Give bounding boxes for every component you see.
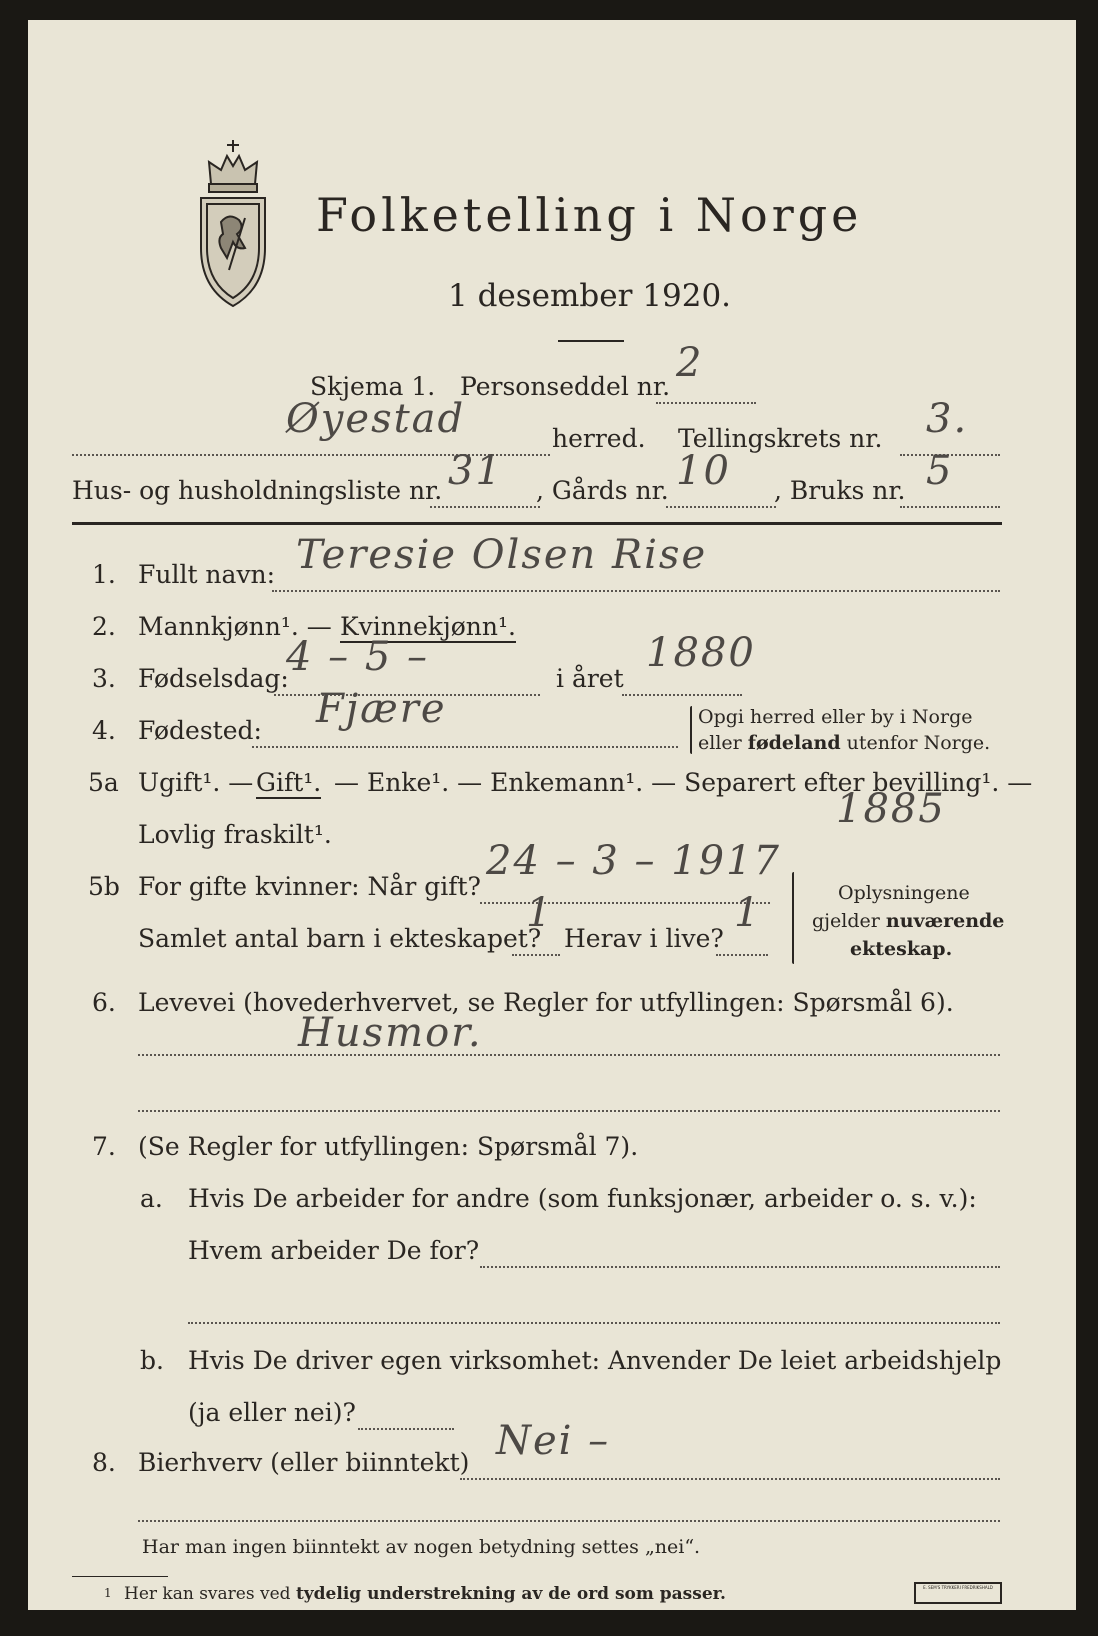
title-divider	[558, 340, 624, 342]
q1-line	[272, 590, 1000, 592]
q3-year-line	[622, 694, 742, 696]
q7a-line-2	[188, 1322, 1000, 1324]
q4-label: Fødested:	[138, 716, 262, 745]
q6-line-2	[138, 1110, 1000, 1112]
q5b-alive-label: Herav i live?	[564, 924, 724, 953]
herred-value: Øyestad	[286, 396, 466, 442]
q7-label: (Se Regler for utfyllingen: Spørsmål 7).	[138, 1132, 639, 1161]
footnote-text-bold: tydelig understrekning av de ord som passer.	[295, 1584, 726, 1604]
header-divider	[72, 522, 1002, 525]
q5b-note-2a: gjelder	[812, 910, 886, 932]
q5b-note-3: ekteskap.	[850, 938, 953, 960]
q1-number: 1.	[92, 560, 116, 589]
footnote-divider	[72, 1576, 168, 1577]
q4-note-2b: utenfor Norge.	[840, 732, 991, 754]
q2-mann: Mannkjønn¹. —	[138, 612, 332, 641]
q3-year-value: 1880	[646, 630, 756, 676]
q3-value: 4 – 5 –	[286, 634, 430, 680]
q7b-line	[358, 1428, 454, 1430]
q4-number: 4.	[92, 716, 116, 745]
q5b-label: For gifte kvinner: Når gift?	[138, 872, 481, 901]
q7b-text: Hvis De driver egen virksomhet: Anvender De leiet arbeidshjelp	[188, 1346, 1002, 1375]
personseddel-value: 2	[676, 340, 704, 386]
q1-value: Teresie Olsen Rise	[296, 532, 708, 578]
q6-value: Husmor.	[298, 1010, 483, 1056]
footnote-text-a: Her kan svares ved	[124, 1584, 296, 1604]
q5b-married-value: 24 – 3 – 1917	[486, 838, 782, 884]
q7a-line-1	[480, 1266, 1000, 1268]
gards-label: , Gårds nr.	[536, 476, 669, 505]
q5b-children-label: Samlet antal barn i ekteskapet?	[138, 924, 542, 953]
q5b-alive-value: 1	[734, 890, 762, 936]
coat-of-arms-icon	[193, 138, 273, 310]
bruks-line	[900, 506, 1000, 508]
q5b-note-1: Oplysningene	[838, 882, 970, 904]
q5a-extra-year: 1885	[836, 786, 946, 832]
q5b-note-2-bold: nuværende	[885, 910, 1005, 932]
footnote-mark: 1	[104, 1586, 112, 1600]
q4-note-1: Opgi herred eller by i Norge	[698, 706, 973, 728]
skjema-label: Skjema 1.	[310, 372, 436, 401]
q5b-married-line	[480, 902, 770, 904]
q4-note-2a: eller	[698, 732, 748, 754]
herred-label: herred.	[552, 424, 646, 453]
footnote-text	[124, 1584, 726, 1604]
q4-note-2	[698, 732, 990, 754]
q5a-ugift: Ugift¹. —	[138, 768, 254, 797]
q5a-gift	[256, 768, 321, 797]
q6-line-1	[138, 1054, 1000, 1056]
q3-year-label: i året	[556, 664, 624, 693]
q5a-gift-underlined: Gift¹.	[256, 768, 322, 797]
q5b-children-line	[512, 954, 560, 956]
q4-brace	[690, 706, 692, 754]
form-title: Folketelling i Norge	[316, 188, 863, 242]
q7b-letter: b.	[140, 1346, 164, 1375]
q8-line-1	[460, 1478, 1000, 1480]
bruks-value: 5	[926, 448, 954, 494]
q7a-letter: a.	[140, 1184, 163, 1213]
gards-value: 10	[676, 448, 731, 494]
personseddel-label: Personseddel nr.	[460, 372, 671, 401]
personseddel-line	[656, 402, 756, 404]
hus-label: Hus- og husholdningsliste nr.	[72, 476, 443, 505]
q5b-number: 5b	[88, 872, 120, 901]
q5a-line2: Lovlig fraskilt¹.	[138, 820, 332, 849]
q5a-number: 5a	[88, 768, 119, 797]
q3-label: Fødselsdag:	[138, 664, 289, 693]
q4-note-2-bold: fødeland	[747, 732, 841, 754]
q8-line-2	[138, 1520, 1000, 1522]
q7a-text: Hvis De arbeider for andre (som funksjonær, arbeider o. s. v.):	[188, 1184, 977, 1213]
q5b-alive-line	[716, 954, 768, 956]
q8-number: 8.	[92, 1448, 116, 1477]
census-form	[28, 20, 1076, 1610]
hus-line	[430, 506, 540, 508]
q8-value: Nei –	[496, 1418, 611, 1464]
q8-label: Bierhverv (eller biinntekt)	[138, 1448, 470, 1477]
q4-value: Fjære	[316, 686, 447, 732]
q6-number: 6.	[92, 988, 116, 1017]
printer-stamp: E. SEM'S TRYKKERI FREDRIKSHALD	[914, 1582, 1002, 1604]
bruks-label: , Bruks nr.	[774, 476, 906, 505]
q7-number: 7.	[92, 1132, 116, 1161]
q3-number: 3.	[92, 664, 116, 693]
hus-value: 31	[448, 448, 503, 494]
q5b-note-2	[812, 910, 1004, 932]
q6-label: Levevei (hovederhvervet, se Regler for utfyllingen: Spørsmål 6).	[138, 988, 954, 1017]
q4-line	[252, 746, 678, 748]
q2-kvinne-underlined: Kvinnekjønn¹.	[340, 612, 516, 641]
tellingskrets-value: 3.	[926, 396, 969, 442]
census-date: 1 desember 1920.	[448, 278, 732, 314]
q5b-children-value: 1	[526, 890, 554, 936]
q7b-sub: (ja eller nei)?	[188, 1398, 356, 1427]
q5b-brace	[792, 872, 794, 964]
gards-line	[666, 506, 776, 508]
q1-label: Fullt navn:	[138, 560, 276, 589]
footer-note: Har man ingen biinntekt av nogen betydning settes „nei“.	[142, 1536, 701, 1558]
q5a-options: — Enke¹. — Enkemann¹. — Separert efter bevilling¹. —	[334, 768, 1033, 797]
q7a-sub: Hvem arbeider De for?	[188, 1236, 480, 1265]
q2-number: 2.	[92, 612, 116, 641]
tellingskrets-label: Tellingskrets nr.	[678, 424, 883, 453]
